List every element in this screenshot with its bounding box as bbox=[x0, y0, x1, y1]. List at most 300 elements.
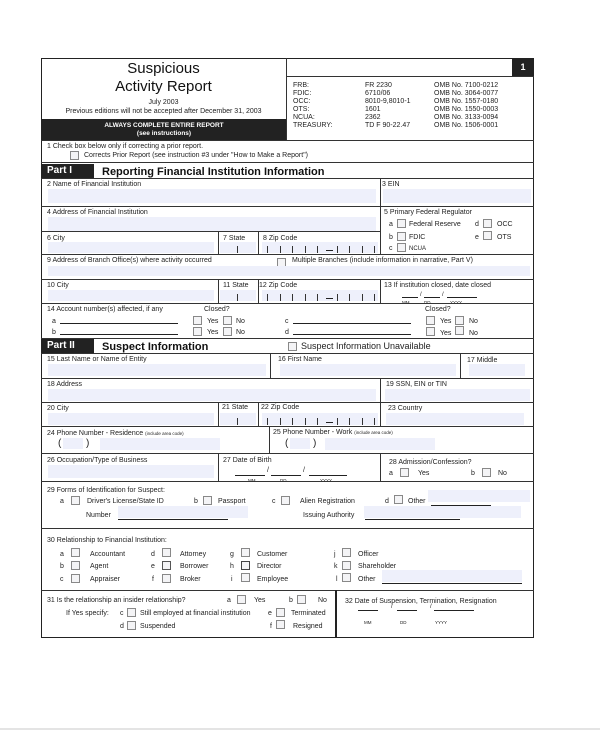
part2-badge: Part II bbox=[42, 339, 94, 353]
institution-address-input[interactable] bbox=[48, 217, 376, 231]
tick bbox=[349, 418, 350, 425]
other-relationship-checkbox[interactable] bbox=[342, 573, 351, 582]
issuing-authority-label: Issuing Authority bbox=[303, 512, 355, 519]
divider bbox=[41, 528, 534, 529]
tick bbox=[362, 294, 363, 301]
paren: ( bbox=[285, 438, 289, 449]
option-label: OCC bbox=[497, 221, 513, 228]
divider bbox=[258, 402, 259, 426]
option-label: Broker bbox=[180, 576, 201, 583]
paren: ) bbox=[86, 438, 90, 449]
agency-form: 8010-9,8010-1 bbox=[365, 98, 411, 105]
header-input[interactable] bbox=[290, 61, 508, 74]
dash bbox=[326, 422, 333, 423]
form-date: July 2003 bbox=[148, 99, 179, 106]
number-label: Number bbox=[86, 512, 111, 519]
option-label: Federal Reserve bbox=[409, 221, 461, 228]
attorney-checkbox[interactable] bbox=[162, 548, 171, 557]
banner-line2: (see instructions) bbox=[136, 130, 192, 137]
agency-form: TD F 90-22.47 bbox=[365, 122, 411, 129]
account-a-yes-checkbox[interactable] bbox=[193, 316, 202, 325]
institution-name-input[interactable] bbox=[48, 189, 376, 203]
option-label: Director bbox=[257, 563, 282, 570]
yes-label: Yes bbox=[440, 318, 452, 325]
closed-dd-input[interactable] bbox=[424, 297, 440, 298]
tick bbox=[267, 294, 268, 301]
other-id-checkbox[interactable] bbox=[394, 495, 403, 504]
slash: / bbox=[267, 467, 269, 474]
divider bbox=[41, 481, 534, 482]
option-label: NCUA bbox=[409, 246, 427, 252]
closed-yyyy-input[interactable] bbox=[447, 297, 477, 298]
option-label: OTS bbox=[497, 234, 512, 241]
divider bbox=[380, 453, 381, 481]
other-relationship-input[interactable] bbox=[382, 570, 522, 582]
option-letter: b bbox=[60, 563, 64, 570]
slash: / bbox=[303, 467, 305, 474]
option-label: Officer bbox=[358, 551, 379, 558]
option-letter: a bbox=[389, 470, 393, 477]
field-label-10: 10 City bbox=[47, 282, 69, 289]
tick bbox=[349, 246, 350, 253]
agency-label: OCC: bbox=[293, 98, 311, 105]
field-label-28: 28 Admission/Confession? bbox=[389, 459, 472, 466]
separation-dd-input[interactable] bbox=[397, 610, 417, 611]
residence-area-code-input[interactable] bbox=[63, 438, 83, 449]
suspect-unavailable-checkbox[interactable] bbox=[288, 342, 297, 351]
option-letter: l bbox=[336, 576, 338, 583]
dob-mm-input[interactable] bbox=[235, 475, 265, 476]
work-area-code-input[interactable] bbox=[290, 438, 310, 449]
multiple-branches-label: Multiple Branches (include information in narrative, Part V) bbox=[292, 257, 473, 264]
no-label: No bbox=[236, 329, 245, 336]
tick bbox=[280, 246, 281, 253]
admission-no-checkbox[interactable] bbox=[482, 468, 491, 477]
editions-note: Previous editions will not be accepted after December 31, 2003 bbox=[65, 108, 262, 115]
no-label: No bbox=[236, 318, 245, 325]
divider bbox=[41, 162, 534, 163]
agency-omb: OMB No. 3133-0094 bbox=[434, 114, 499, 121]
field-label-30: 30 Relationship to Financial Institution: bbox=[47, 537, 167, 544]
acct-letter: b bbox=[52, 329, 56, 336]
account-a-input[interactable] bbox=[60, 323, 178, 324]
option-letter: c bbox=[120, 610, 124, 617]
occupation-input[interactable] bbox=[48, 465, 214, 478]
option-label: Agent bbox=[90, 563, 109, 570]
dob-dd-input[interactable] bbox=[271, 475, 301, 476]
option-label: Resigned bbox=[293, 623, 323, 630]
paren: ( bbox=[58, 438, 62, 449]
agency-omb: OMB No. 3064-0077 bbox=[434, 90, 499, 97]
field-label-11: 11 State bbox=[223, 282, 249, 289]
tick bbox=[280, 418, 281, 425]
if-yes-label: If Yes specify: bbox=[66, 610, 109, 617]
tick bbox=[337, 294, 338, 301]
divider bbox=[380, 178, 381, 206]
divider bbox=[41, 402, 534, 403]
tick bbox=[362, 418, 363, 425]
city-input[interactable] bbox=[48, 242, 214, 253]
divider bbox=[218, 453, 219, 481]
tick bbox=[237, 294, 238, 301]
slash: / bbox=[442, 292, 444, 298]
header-rule bbox=[286, 76, 534, 77]
field-label-18: 18 Address bbox=[47, 381, 83, 388]
option-label: Attorney bbox=[180, 551, 207, 558]
tick bbox=[374, 418, 375, 425]
agency-omb: OMB No. 1506-0001 bbox=[434, 122, 499, 129]
tick bbox=[267, 246, 268, 253]
tick bbox=[317, 246, 318, 253]
field-label-12: 12 Zip Code bbox=[259, 282, 298, 289]
option-letter: d bbox=[120, 623, 124, 630]
option-label: Accountant bbox=[90, 551, 126, 558]
still-employed-checkbox[interactable] bbox=[127, 608, 136, 617]
agency-label: NCUA: bbox=[293, 114, 315, 121]
middle-name-input[interactable] bbox=[469, 364, 525, 376]
banner-line1: ALWAYS COMPLETE ENTIRE REPORT bbox=[104, 122, 224, 129]
divider bbox=[380, 279, 381, 303]
option-letter: b bbox=[194, 498, 198, 505]
option-label: Other bbox=[358, 576, 376, 583]
option-letter: c bbox=[389, 245, 393, 252]
issuing-authority-input[interactable] bbox=[364, 506, 521, 518]
field-label-14: 14 Account number(s) affected, if any bbox=[47, 306, 163, 313]
tick bbox=[317, 294, 318, 301]
dash bbox=[326, 250, 333, 251]
dd-hint: DD bbox=[400, 620, 407, 625]
option-label: FDIC bbox=[409, 234, 426, 241]
divider bbox=[41, 590, 534, 591]
no-label: No bbox=[469, 330, 478, 337]
divider bbox=[41, 378, 534, 379]
mm-hint: MM bbox=[364, 620, 372, 625]
ots-checkbox[interactable] bbox=[483, 231, 492, 240]
insider-yes-checkbox[interactable] bbox=[237, 595, 246, 604]
field-label-5: 5 Primary Federal Regulator bbox=[384, 209, 472, 216]
option-letter: b bbox=[389, 234, 393, 241]
option-letter: d bbox=[385, 498, 389, 505]
tick bbox=[280, 294, 281, 301]
option-letter: e bbox=[151, 563, 155, 570]
yes-label: Yes bbox=[418, 470, 430, 477]
divider bbox=[41, 231, 380, 232]
agency-omb: OMB No. 7100-0212 bbox=[434, 82, 499, 89]
ein-input[interactable] bbox=[383, 189, 531, 203]
dob-yyyy-input[interactable] bbox=[309, 475, 347, 476]
branch-state-input[interactable] bbox=[220, 290, 256, 301]
divider bbox=[41, 426, 534, 427]
divider bbox=[270, 353, 271, 378]
option-label: Still employed at financial institution bbox=[140, 610, 251, 617]
insider-no-checkbox[interactable] bbox=[297, 595, 306, 604]
agency-label: OTS: bbox=[293, 106, 310, 113]
form-title-line2: Activity Report bbox=[115, 78, 212, 95]
acct-letter: c bbox=[285, 318, 289, 325]
tick bbox=[317, 418, 318, 425]
account-b-no-checkbox[interactable] bbox=[223, 327, 232, 336]
underline bbox=[382, 583, 522, 584]
yes-label: Yes bbox=[440, 330, 452, 337]
divider bbox=[41, 178, 534, 179]
separation-mm-input[interactable] bbox=[358, 610, 378, 611]
yes-label: Yes bbox=[207, 329, 219, 336]
yes-label: Yes bbox=[207, 318, 219, 325]
option-label: Passport bbox=[218, 498, 246, 505]
tick bbox=[292, 294, 293, 301]
agency-label: TREASURY: bbox=[293, 122, 333, 129]
underline bbox=[365, 519, 460, 520]
divider bbox=[460, 353, 461, 378]
divider bbox=[41, 254, 534, 255]
paren: ) bbox=[313, 438, 317, 449]
field-label-29: 29 Forms of Identification for Suspect: bbox=[47, 487, 165, 494]
option-label: Borrower bbox=[180, 563, 209, 570]
option-letter: g bbox=[230, 551, 234, 558]
option-label: Driver's License/State ID bbox=[87, 498, 164, 505]
tick bbox=[362, 246, 363, 253]
residence-phone-input[interactable] bbox=[100, 438, 220, 450]
state-input[interactable] bbox=[220, 242, 256, 253]
dash bbox=[326, 298, 333, 299]
option-letter: a bbox=[389, 221, 393, 228]
divider bbox=[41, 453, 534, 454]
divider bbox=[335, 590, 337, 638]
agency-form: FR 2230 bbox=[365, 82, 392, 89]
closed-mm-input[interactable] bbox=[402, 297, 418, 298]
admission-yes-checkbox[interactable] bbox=[400, 468, 409, 477]
tick bbox=[305, 418, 306, 425]
tick bbox=[267, 418, 268, 425]
agency-form: 1601 bbox=[365, 106, 381, 113]
terminated-checkbox[interactable] bbox=[276, 608, 285, 617]
tick bbox=[349, 294, 350, 301]
divider bbox=[41, 279, 534, 280]
agency-form: 6710/06 bbox=[365, 90, 391, 97]
option-letter: e bbox=[268, 610, 272, 617]
option-letter: h bbox=[230, 563, 234, 570]
corrects-prior-checkbox[interactable] bbox=[70, 151, 79, 160]
slash: / bbox=[420, 292, 422, 298]
closed-label: Closed? bbox=[425, 306, 451, 313]
option-label: Employee bbox=[257, 576, 289, 583]
option-label: Terminated bbox=[291, 610, 326, 617]
part1-badge: Part I bbox=[42, 164, 94, 178]
option-label: Shareholder bbox=[358, 563, 397, 570]
field-label-6: 6 City bbox=[47, 235, 65, 242]
customer-checkbox[interactable] bbox=[241, 548, 250, 557]
alien-registration-checkbox[interactable] bbox=[281, 496, 290, 505]
option-letter: j bbox=[334, 551, 336, 558]
divider bbox=[380, 402, 381, 426]
agency-omb: OMB No. 1550-0003 bbox=[434, 106, 499, 113]
divider bbox=[380, 378, 381, 402]
shareholder-checkbox[interactable] bbox=[342, 561, 351, 570]
separation-yyyy-input[interactable] bbox=[434, 610, 474, 611]
underline bbox=[118, 519, 228, 520]
tick bbox=[337, 418, 338, 425]
field-label-21: 21 State bbox=[222, 404, 249, 411]
agent-checkbox[interactable] bbox=[71, 561, 80, 570]
resigned-checkbox[interactable] bbox=[276, 620, 285, 629]
field-label-9: 9 Address of Branch Office(s) where activity occurred bbox=[47, 257, 212, 264]
field-label-15: 15 Last Name or Name of Entity bbox=[47, 356, 147, 363]
option-label: Customer bbox=[257, 551, 288, 558]
tick bbox=[292, 418, 293, 425]
first-name-input[interactable] bbox=[280, 364, 456, 376]
divider bbox=[218, 402, 219, 426]
agency-form: 2362 bbox=[365, 114, 381, 121]
agency-label: FDIC: bbox=[293, 90, 312, 97]
tick bbox=[237, 246, 238, 253]
field-label-17: 17 Middle bbox=[467, 357, 498, 364]
yes-label: Yes bbox=[254, 597, 266, 604]
divider bbox=[41, 140, 534, 141]
field-label-13: 13 If institution closed, date closed bbox=[384, 282, 492, 289]
field-label-16: 16 First Name bbox=[278, 356, 322, 363]
option-label: Other bbox=[408, 498, 426, 505]
field-label-7: 7 State bbox=[223, 235, 246, 242]
option-letter: f bbox=[152, 576, 154, 583]
option-letter: c bbox=[60, 576, 64, 583]
employee-checkbox[interactable] bbox=[241, 573, 250, 582]
ncua-checkbox[interactable] bbox=[397, 243, 406, 252]
no-label: No bbox=[469, 318, 478, 325]
field-label-25: 25 Phone Number - Work (include area code) bbox=[273, 429, 393, 436]
suspect-unavailable-label: Suspect Information Unavailable bbox=[301, 341, 431, 351]
last-name-input[interactable] bbox=[48, 364, 266, 376]
divider bbox=[218, 231, 219, 254]
divider bbox=[380, 206, 381, 254]
divider bbox=[269, 426, 270, 453]
no-label: No bbox=[318, 597, 327, 604]
country-input[interactable] bbox=[386, 413, 524, 425]
option-letter: i bbox=[231, 576, 233, 583]
tick bbox=[305, 246, 306, 253]
part2-title: Suspect Information bbox=[102, 341, 209, 353]
option-label: Alien Registration bbox=[300, 498, 355, 505]
field-label-26: 26 Occupation/Type of Business bbox=[47, 457, 148, 464]
divider bbox=[258, 231, 259, 254]
drivers-license-checkbox[interactable] bbox=[71, 496, 80, 505]
field-label-22: 22 Zip Code bbox=[261, 404, 300, 411]
other-id-input[interactable] bbox=[428, 490, 530, 502]
yyyy-hint: YYYY bbox=[435, 620, 448, 625]
broker-checkbox[interactable] bbox=[162, 574, 171, 583]
tick bbox=[374, 246, 375, 253]
director-checkbox[interactable] bbox=[241, 561, 250, 570]
account-b-input[interactable] bbox=[60, 334, 178, 335]
corrects-prior-label: Corrects Prior Report (see instruction #3 under "How to Make a Report") bbox=[84, 152, 309, 159]
slash: / bbox=[430, 604, 432, 610]
fdic-checkbox[interactable] bbox=[397, 232, 406, 241]
suspended-checkbox[interactable] bbox=[127, 621, 136, 630]
branch-address-input[interactable] bbox=[48, 266, 530, 276]
field-label-24: 24 Phone Number - Residence (include area code) bbox=[47, 430, 184, 437]
field-label-19: 19 SSN, EIN or TIN bbox=[386, 381, 447, 388]
tick bbox=[237, 418, 238, 425]
no-label: No bbox=[498, 470, 507, 477]
option-letter: a bbox=[60, 498, 64, 505]
option-label: Suspended bbox=[140, 623, 176, 630]
account-b-yes-checkbox[interactable] bbox=[193, 327, 202, 336]
account-d-yes-checkbox[interactable] bbox=[426, 327, 435, 336]
closed-label: Closed? bbox=[204, 306, 230, 313]
id-number-input[interactable] bbox=[118, 506, 248, 518]
field-label-32: 32 Date of Suspension, Termination, Resignation bbox=[345, 598, 497, 605]
suspect-address-input[interactable] bbox=[48, 389, 376, 401]
tick bbox=[305, 294, 306, 301]
account-a-no-checkbox[interactable] bbox=[223, 316, 232, 325]
federal-reserve-checkbox[interactable] bbox=[397, 219, 406, 228]
option-label: Appraiser bbox=[90, 576, 120, 583]
option-letter: b bbox=[471, 470, 475, 477]
tick bbox=[374, 294, 375, 301]
occ-checkbox[interactable] bbox=[483, 219, 492, 228]
suspect-city-input[interactable] bbox=[48, 413, 214, 425]
option-letter: b bbox=[289, 597, 293, 604]
agency-omb: OMB No. 1557-0180 bbox=[434, 98, 499, 105]
option-letter: d bbox=[475, 221, 479, 228]
page-number: 1 bbox=[512, 58, 534, 76]
account-d-input[interactable] bbox=[293, 334, 411, 335]
option-letter: a bbox=[227, 597, 231, 604]
suspect-state-input[interactable] bbox=[220, 413, 256, 425]
branch-city-input[interactable] bbox=[48, 290, 214, 301]
option-letter: k bbox=[334, 563, 338, 570]
officer-checkbox[interactable] bbox=[342, 548, 351, 557]
divider bbox=[41, 303, 534, 304]
option-letter: a bbox=[60, 551, 64, 558]
acct-letter: a bbox=[52, 318, 56, 325]
part1-title: Reporting Financial Institution Information bbox=[102, 166, 325, 178]
tick bbox=[337, 246, 338, 253]
option-letter: e bbox=[475, 234, 479, 241]
field-label-8: 8 Zip Code bbox=[263, 235, 298, 242]
header-divider bbox=[286, 58, 287, 140]
account-d-no-checkbox[interactable] bbox=[455, 326, 464, 335]
agency-label: FRB: bbox=[293, 82, 309, 89]
passport-checkbox[interactable] bbox=[203, 496, 212, 505]
field-label-27: 27 Date of Birth bbox=[223, 457, 272, 464]
acct-letter: d bbox=[285, 329, 289, 336]
appraiser-checkbox[interactable] bbox=[71, 574, 80, 583]
field-label-23: 23 Country bbox=[388, 405, 423, 412]
divider bbox=[41, 206, 534, 207]
option-letter: c bbox=[272, 498, 276, 505]
field-label-20: 20 City bbox=[47, 405, 69, 412]
accountant-checkbox[interactable] bbox=[71, 548, 80, 557]
option-letter: f bbox=[270, 623, 272, 630]
account-c-input[interactable] bbox=[293, 323, 411, 324]
tick bbox=[292, 246, 293, 253]
ssn-input[interactable] bbox=[385, 389, 530, 401]
option-letter: d bbox=[151, 551, 155, 558]
field-label-4: 4 Address of Financial Institution bbox=[47, 209, 148, 216]
field-label-31: 31 Is the relationship an insider relationship? bbox=[47, 597, 186, 604]
field-label-3: 3 EIN bbox=[382, 181, 400, 188]
divider bbox=[41, 338, 534, 339]
divider bbox=[218, 279, 219, 303]
account-c-yes-checkbox[interactable] bbox=[426, 316, 435, 325]
borrower-checkbox[interactable] bbox=[162, 561, 171, 570]
field-label-2: 2 Name of Financial Institution bbox=[47, 181, 142, 188]
item1-label: 1 Check box below only if correcting a prior report. bbox=[47, 143, 204, 150]
form-title-line1: Suspicious bbox=[127, 60, 200, 77]
work-phone-input[interactable] bbox=[325, 438, 435, 450]
account-c-no-checkbox[interactable] bbox=[455, 316, 464, 325]
slash: / bbox=[391, 604, 393, 610]
